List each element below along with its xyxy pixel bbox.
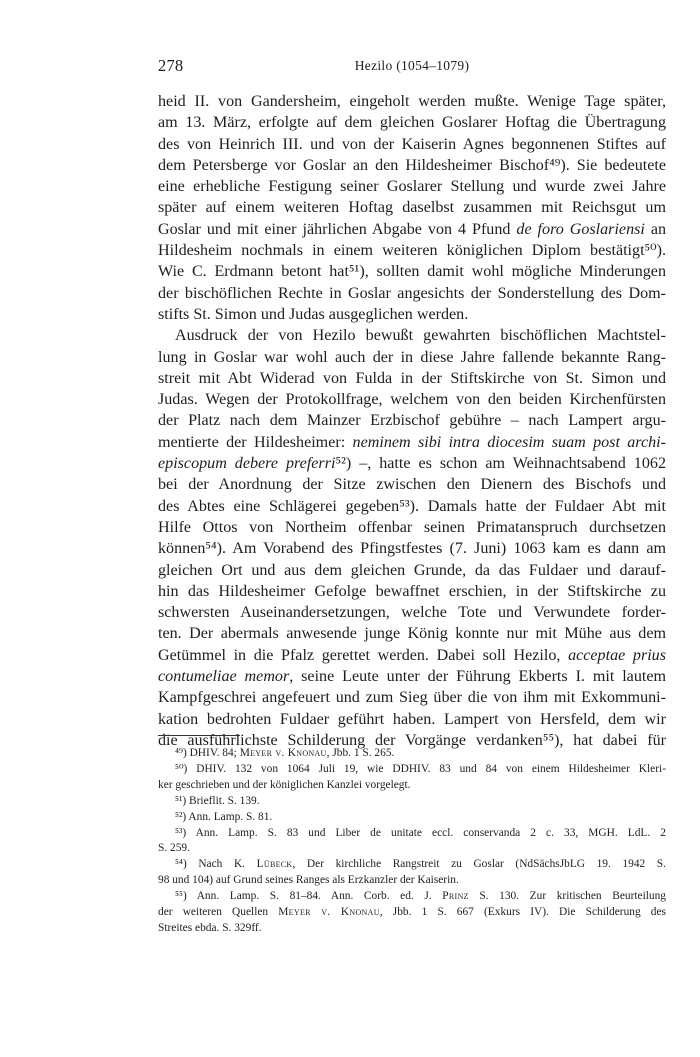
text-line: stifts St. Simon und Judas ausgeglichen werden. — [158, 305, 469, 323]
author-name: Lübeck — [256, 858, 293, 871]
author-name: Prinz — [442, 890, 469, 903]
page-header — [158, 56, 666, 78]
text-line — [158, 453, 666, 474]
text-line: des Abtes eine Schlägerei gegeben⁵³). Damals hatte der Fuldaer Abt mit — [158, 497, 666, 515]
text-line: später auf einem weiteren Hoftag daselbst zusammen mit Reichsgut um — [158, 199, 666, 217]
italic-quote: episcopum debere preferri — [158, 455, 336, 473]
text-line: lung in Goslar war wohl auch der in diese Jahre fallende bekannte Rang- — [158, 348, 666, 366]
text-line: können⁵⁴). Am Vorabend des Pfingstfestes (7. Juni) 1063 kam es dann am — [158, 540, 666, 558]
footnote-text: ⁵⁴) Nach K. — [175, 858, 257, 871]
text-line — [158, 432, 666, 453]
text-line: hin das Hildesheimer Gefolge bewaffnet erschien, in der Stiftskirche zu — [158, 582, 666, 600]
text-line — [158, 666, 666, 687]
text-line: kation bedrohten Fuldaer geführt haben. Lampert von Hersfeld, dem wir — [158, 710, 666, 728]
footnote — [158, 889, 666, 905]
footnote — [158, 857, 666, 873]
footnote: ⁵¹) Brieflit. S. 139. — [175, 794, 260, 807]
text-segment: mentierte der Hildesheimer: — [158, 433, 353, 451]
italic-quote: neminem sibi intra diocesim suam post archi- — [352, 433, 666, 451]
footnote-continuation: ker geschrieben und der königlichen Kanzlei vorgelegt. — [158, 778, 411, 791]
text-segment: Goslar und mit einer jährlichen Abgabe von 4 Pfund — [158, 220, 517, 238]
footnote: ⁵³) Ann. Lamp. S. 83 und Liber de unitate eccl. conservanda 2 c. 33, MGH. LdL. 2 — [175, 826, 666, 839]
page-number: 278 — [158, 56, 184, 75]
text-line: der bischöflichen Rechte in Goslar angesichts der Sonderstellung des Dom- — [158, 284, 666, 302]
text-line: Hildesheim nochmals in einem weiteren königlichen Diplom bestätigt⁵⁰). — [158, 242, 666, 260]
text-line: gleichen Ort und aus dem gleichen Grunde, da das Fuldaer und darauf- — [158, 561, 666, 579]
text-line: dem Petersberge vor Goslar an den Hildesheimer Bischof⁴⁹). Sie bedeutete — [158, 156, 666, 174]
text-line: Hilfe Ottos von Northeim offenbar seinen Primatanspruch durchsetzen — [158, 518, 666, 536]
footnote-text: , Jbb. 1 S. 265. — [326, 747, 395, 759]
footnote-text: , Jbb. 1 S. 667 (Exkurs IV). Die Schilderung des — [379, 906, 666, 919]
text-segment: an — [644, 220, 667, 238]
text-line: eine erhebliche Festigung seiner Goslarer Stellung und wurde zwei Jahre — [158, 178, 666, 196]
text-line: heid II. von Gandersheim, eingeholt werden mußte. Wenige Tage später, — [158, 93, 666, 110]
footnote-text: S. 130. Zur kritischen Beurteilung — [468, 890, 667, 903]
footnote-text: ⁴⁹) DHIV. 84; — [175, 747, 240, 759]
footnote-continuation — [158, 905, 666, 921]
text-line: des von Heinrich III. und von der Kaiserin Agnes begonnenen Stiftes auf — [158, 135, 666, 153]
running-head: Hezilo (1054–1079) — [354, 58, 470, 73]
footnote-continuation: S. 259. — [158, 842, 190, 855]
italic-quote: de foro Goslariensi — [516, 220, 645, 238]
footnotes — [158, 746, 666, 937]
text-line — [158, 219, 666, 240]
text-line: bei der Anordnung der Sitze zwischen den Dienern des Bischofs und — [158, 476, 666, 494]
text-segment: ⁵²) –, hatte es schon am Weihnachtsabend 1062 — [335, 455, 666, 473]
author-name: Meyer v. Knonau — [278, 906, 380, 919]
footnote-continuation: 98 und 104) auf Grund seines Ranges als Erzkanzler der Kaiserin. — [158, 874, 459, 887]
footnote-text: der weiteren Quellen — [158, 906, 279, 919]
main-text — [158, 91, 666, 751]
text-line: Wie C. Erdmann betont hat⁵¹), sollten damit wohl mögliche Minderungen — [158, 263, 666, 281]
text-line: Kampfgeschrei angefeuert und zum Sieg über die von ihm mit Exkommuni- — [158, 689, 666, 707]
footnote: ⁵⁰) DHIV. 132 von 1064 Juli 19, wie DDHIV. 83 und 84 von einem Hildesheimer Kleri- — [175, 762, 666, 775]
footnote — [158, 746, 666, 762]
author-name: Meyer v. Knonau — [239, 747, 327, 759]
text-segment: Getümmel in die Pfalz gerettet werden. Dabei soll Hezilo, — [158, 646, 569, 664]
text-line: die ausführlichste Schilderung der Vorgänge verdanken⁵⁵), hat dabei für — [158, 731, 666, 749]
italic-quote: contumeliae memor — [158, 668, 290, 686]
footnote: ⁵²) Ann. Lamp. S. 81. — [175, 810, 273, 823]
text-line: am 13. März, erfolgte auf dem gleichen Goslarer Hoftag die Übertragung — [158, 114, 666, 132]
text-line: ten. Der abermals anwesende junge König konnte nur mit Mühe aus dem — [158, 625, 666, 643]
text-line: Ausdruck der von Hezilo bewußt gewahrten bischöflichen Machtstel- — [175, 327, 666, 345]
footnote-text: ⁵⁵) Ann. Lamp. S. 81–84. Ann. Corb. ed. J. — [175, 890, 443, 903]
italic-quote: acceptae prius — [568, 646, 666, 664]
text-segment: , seine Leute unter der Führung Ekberts I. mit lautem — [289, 668, 666, 686]
text-line: streit mit Abt Widerad von Fulda in der Stiftskirche von St. Simon und — [158, 369, 666, 387]
text-line — [158, 645, 666, 666]
footnote-text: , Der kirchliche Rangstreit zu Goslar (NdSächsJbLG 19. 1942 S. — [292, 858, 666, 871]
text-line: Judas. Wegen der Protokollfrage, welchem von den beiden Kirchenfürsten — [158, 391, 666, 409]
footnote-continuation: Streites ebda. S. 329ff. — [158, 921, 262, 934]
text-line: schwersten Auseinandersetzungen, welche Tote und Verwundete forder- — [158, 604, 666, 622]
text-line: der Platz nach dem Mainzer Erzbischof gebühre – nach Lampert argu- — [158, 412, 666, 430]
footnote-rule — [158, 735, 240, 736]
